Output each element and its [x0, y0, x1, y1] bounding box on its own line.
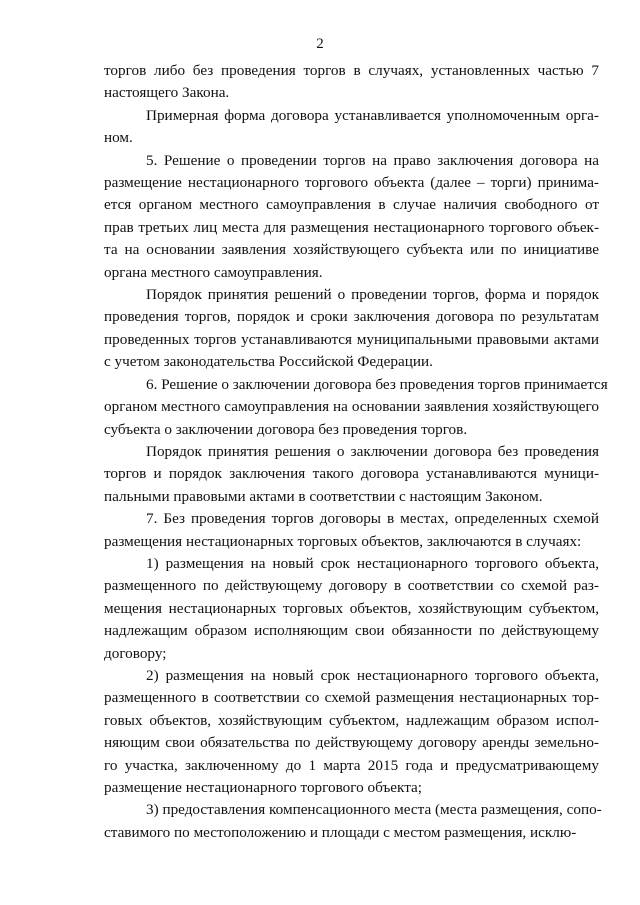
text-line: органа местного самоуправления. — [104, 263, 323, 281]
paragraph — [104, 799, 602, 844]
text-line: Порядок принятия решений о проведении торгов, форма и порядок — [146, 286, 599, 304]
text-line: говых объектов, хозяйствующим субъектом, надлежащим образом испол- — [104, 711, 599, 729]
page-number: 2 — [316, 36, 324, 52]
paragraph — [104, 284, 599, 374]
text-line: ется органом местного самоуправления в случае наличия свободного от — [104, 196, 599, 214]
text-line: 5. Решение о проведении торгов на право заключения договора на — [146, 151, 599, 169]
text-line: няющим свои обязательства по действующему договору аренды земельно- — [104, 734, 599, 752]
paragraph — [104, 441, 599, 508]
text-line: торгов и порядок заключения такого договора устанавливаются муници- — [104, 465, 599, 483]
text-line: мещения нестационарных торговых объектов, хозяйствующим субъектом, — [104, 599, 599, 617]
paragraph — [104, 150, 599, 284]
paragraph — [104, 60, 599, 105]
text-line: проведенных торгов устанавливаются муниципальными правовыми актами — [104, 330, 599, 348]
text-line: Примерная форма договора устанавливается уполномоченным орга- — [146, 106, 599, 124]
text-line: 6. Решение о заключении договора без проведения торгов принимается — [146, 375, 608, 393]
text-line: 2) размещения на новый срок нестационарного торгового объекта, — [146, 666, 599, 684]
text-line: надлежащим образом исполняющим свои обязанности по действующему — [104, 622, 599, 640]
paragraph — [104, 665, 599, 799]
text-line: с учетом законодательства Российской Федерации. — [104, 353, 433, 371]
text-line: ставимого по местоположению и площади с местом размещения, исклю- — [104, 823, 577, 841]
text-line: пальными правовыми актами в соответствии с настоящим Законом. — [104, 487, 543, 505]
text-line: 7. Без проведения торгов договоры в местах, определенных схемой — [146, 510, 599, 528]
text-line: ном. — [104, 129, 133, 147]
text-line: прав третьих лиц места для размещения нестационарного торгового объек- — [104, 218, 599, 236]
text-line: размещенного в соответствии со схемой размещения нестационарных тор- — [104, 689, 599, 707]
document-body — [104, 60, 608, 844]
text-line: настоящего Закона. — [104, 84, 230, 102]
text-line: субъекта о заключении договора без проведения торгов. — [104, 420, 468, 438]
text-line: договору; — [104, 644, 167, 662]
text-line: размещение нестационарного торгового объекта; — [104, 779, 422, 796]
text-line: торгов либо без проведения торгов в случаях, установленных частью 7 — [104, 62, 599, 79]
paragraph — [104, 105, 599, 150]
text-line: го участка, заключенному до 1 марта 2015 года и предусматривающему — [104, 756, 599, 774]
paragraph — [104, 508, 599, 553]
text-line: размещение нестационарного торгового объекта (далее – торги) принима- — [104, 174, 599, 192]
text-line: та на основании заявления хозяйствующего субъекта или по инициативе — [104, 241, 599, 259]
text-line: проведения торгов, порядок и сроки заключения договора по результатам — [104, 308, 599, 326]
text-line: Порядок принятия решения о заключении договора без проведения — [146, 442, 599, 460]
text-line: размещения нестационарных торговых объектов, заключаются в случаях: — [104, 532, 582, 550]
text-line: размещенного по действующему договору в соответствии со схемой раз- — [104, 577, 599, 595]
text-line: 3) предоставления компенсационного места (места размещения, сопо- — [146, 801, 602, 819]
paragraph — [104, 374, 608, 441]
text-line: 1) размещения на новый срок нестационарного торгового объекта, — [146, 554, 599, 572]
paragraph — [104, 553, 599, 665]
text-line: органом местного самоуправления на основании заявления хозяйствующего — [104, 398, 599, 416]
